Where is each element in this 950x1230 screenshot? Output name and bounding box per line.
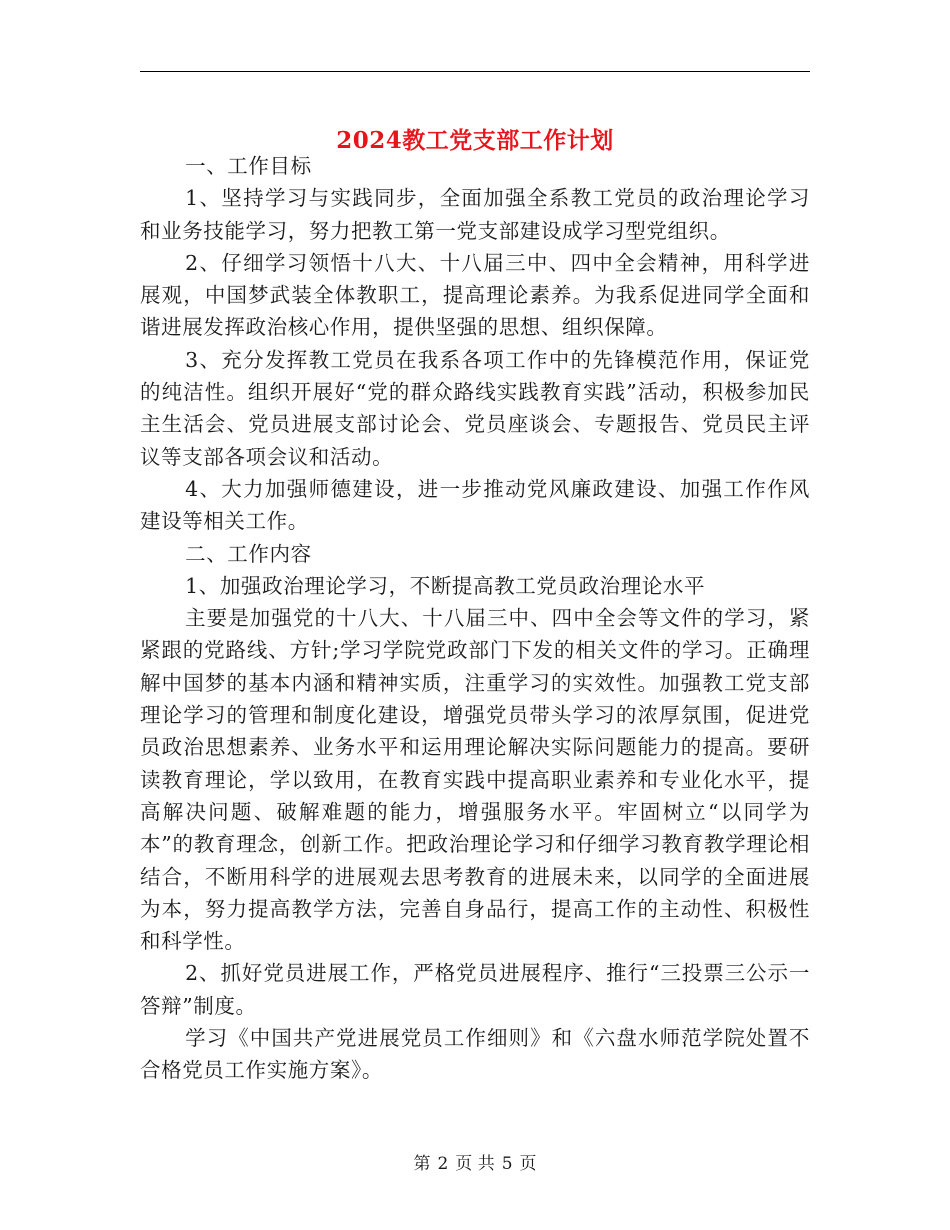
document-body (140, 150, 810, 1087)
page-footer (140, 1152, 810, 1176)
section-heading-goals: 一、工作目标 (185, 154, 312, 178)
goal-item-2: 2、仔细学习领悟十八大、十八届三中、四中全会精神，用科学进展观，中国梦武装全体教职工，提高理论素养。为我系促进同学全面和谐进展发挥政治核心作用，提供坚强的思想、组织保障。 (140, 250, 810, 340)
content-item-2-body: 学习《中国共产党进展党员工作细则》和《六盘水师范学院处置不合格党员工作实施方案》。 (140, 1026, 810, 1083)
section-heading-content: 二、工作内容 (185, 541, 312, 566)
footer-prefix: 第 (413, 1154, 431, 1174)
content-item-1-body: 主要是加强党的十八大、十八届三中、四中全会等文件的学习，紧紧跟的党路线、方针;学习学院党政部门下发的相关文件的学习。正确理解中国梦的基本内涵和精神实质，注重学习的实效性。加强教工党支部理论学习的管理和制度化建设，增强党员带头学习的浓厚氛围，促进党员政治思想素养、业务水平和运用理论解决实际问题能力的提高。要研读教育理论，学以致用，在教育实践中提高职业素养和专业化水平，提高解决问题、破解难题的能力，增强服务水平。牢固树立“以同学为本”的教育理念，创新工作。把政治理论学习和仔细学习教育教学理论相结合，不断用科学的进展观去思考教育的进展未来，以同学的全面进展为本，努力提高教学方法，完善自身品行，提高工作的主动性、积极性和科学性。 (140, 606, 810, 954)
goal-item-1: 1、坚持学习与实践同步，全面加强全系教工党员的政治理论学习和业务技能学习，努力把教工第一党支部建设成学习型党组织。 (140, 186, 810, 243)
goal-item-4: 4、大力加强师德建设，进一步推动党风廉政建设、加强工作作风建设等相关工作。 (140, 476, 810, 534)
footer-suffix: 页 (519, 1154, 537, 1174)
goal-item-3: 3、充分发挥教工党员在我系各项工作中的先锋模范作用，保证党的纯洁性。组织开展好“党的群众路线实践教育实践”活动，积极参加民主生活会、党员进展支部讨论会、党员座谈会、专题报告、党员民主评议等支部各项会议和活动。 (140, 347, 810, 469)
header-rule (140, 71, 810, 72)
footer-middle: 页 共 (455, 1154, 495, 1174)
document-title: 2024教工党支部工作计划 (336, 127, 614, 155)
footer-total-pages: 5 (501, 1154, 513, 1174)
content-item-2-heading: 2、抓好党员进展工作，严格党员进展程序、推行“三投票三公示一答辩”制度。 (140, 961, 810, 1018)
footer-page-number: 2 (437, 1154, 449, 1174)
content-item-1-heading: 1、加强政治理论学习，不断提高教工党员政治理论水平 (185, 573, 706, 598)
